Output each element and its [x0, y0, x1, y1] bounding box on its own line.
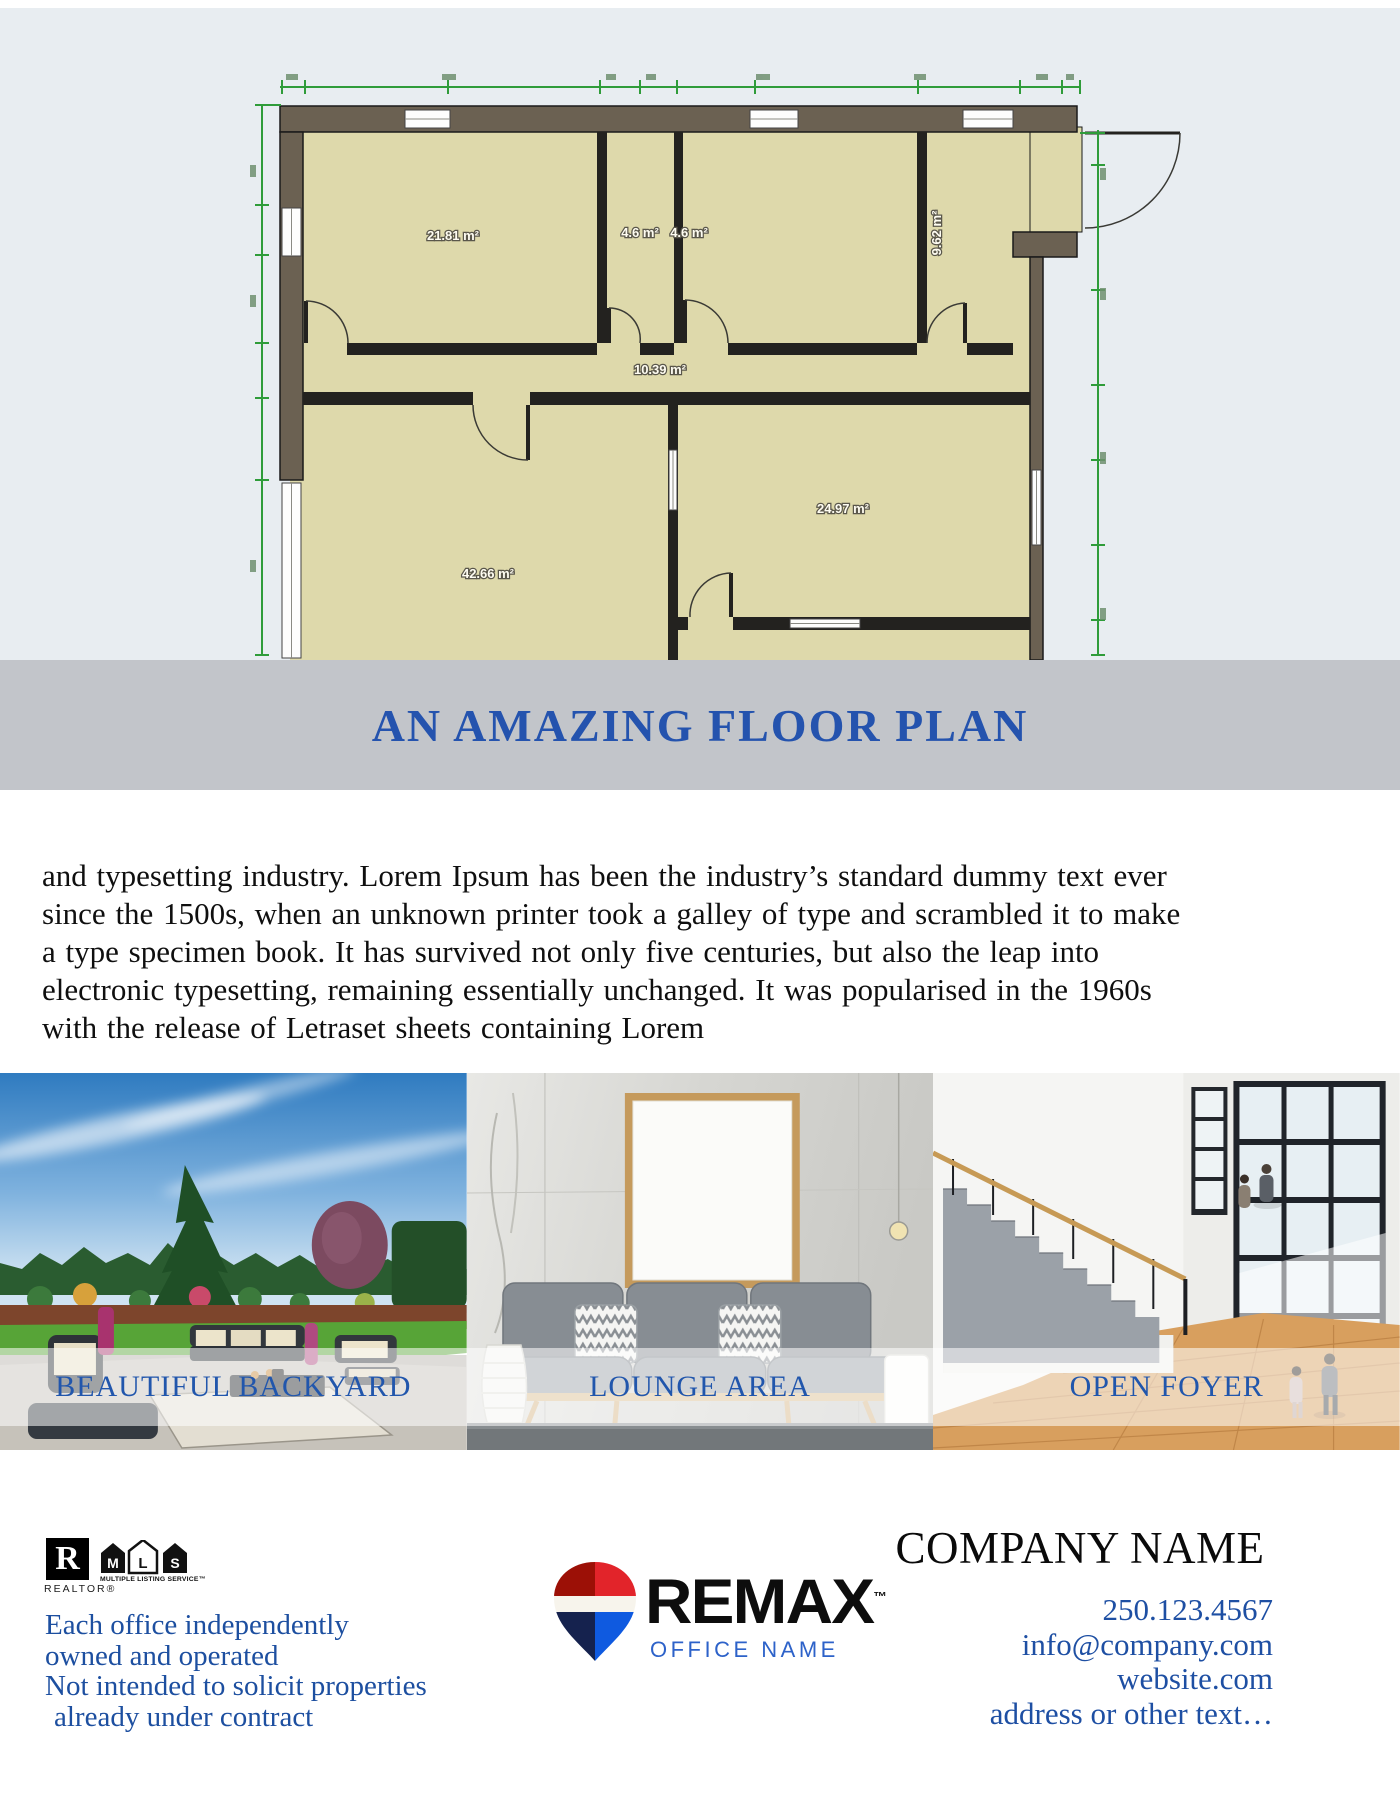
- phone-number: 250.123.4567: [1102, 1592, 1273, 1627]
- remax-text: REMAX: [645, 1566, 874, 1637]
- svg-text:L: L: [138, 1555, 148, 1572]
- mls-logo: [100, 1540, 192, 1581]
- address-line: address or other text…: [989, 1695, 1273, 1731]
- room-label: 4.6 m²: [670, 225, 708, 240]
- floor-plan-section: [0, 0, 1400, 660]
- svg-text:M: M: [107, 1555, 119, 1571]
- title-banner: [0, 660, 1400, 790]
- website: website.com: [1117, 1661, 1273, 1696]
- remax-wordmark: [645, 1566, 887, 1637]
- disclaimer-line: already under contract: [54, 1700, 314, 1733]
- contact-block: [990, 1593, 1273, 1731]
- photo-strip: [0, 1073, 1400, 1450]
- disclaimer-line: Each office independently: [45, 1609, 349, 1641]
- realtor-r-icon: R: [55, 1540, 80, 1577]
- photo-caption-band: [0, 1348, 1400, 1426]
- room-label: 10.39 m²: [633, 362, 687, 377]
- svg-text:S: S: [170, 1555, 180, 1571]
- remax-balloon-icon: [552, 1560, 638, 1667]
- office-disclaimer: [45, 1610, 427, 1732]
- floor-plan-drawing: [0, 0, 1400, 660]
- mls-houses-icon: [100, 1540, 192, 1576]
- office-name: OFFICE NAME: [650, 1637, 839, 1662]
- room-label: 21.81 m²: [426, 228, 480, 243]
- realtor-label: REALTOR®: [44, 1583, 117, 1595]
- realtor-logo: [46, 1538, 89, 1580]
- mls-label: MULTIPLE LISTING SERVICE™: [100, 1576, 206, 1583]
- room-label: 24.97 m²: [816, 501, 870, 516]
- lounge-caption: LOUNGE AREA: [589, 1370, 811, 1403]
- remax-trademark: ™: [873, 1589, 887, 1605]
- body-paragraph: and typesetting industry. Lorem Ipsum has been the industry’s standard dummy text ever since the 1500s, when an unknown printer took a galley of type and scrambled it to make a type specimen book. It has survived not only five centuries, but also the leap into electronic typesetting, remaining essentially unchanged. It was popularised in the 1960s with the release of Letraset sheets containing Lorem: [42, 858, 1181, 1045]
- foyer-caption: OPEN FOYER: [1069, 1370, 1264, 1403]
- disclaimer-line: Not intended to solicit properties: [45, 1670, 427, 1702]
- company-name: COMPANY NAME: [895, 1523, 1265, 1573]
- room-label: 42.66 m²: [461, 566, 515, 581]
- room-label: 9.62 m²: [929, 210, 944, 256]
- page-title: AN AMAZING FLOOR PLAN: [371, 699, 1029, 751]
- room-label: 4.6 m²: [621, 225, 659, 240]
- disclaimer-line: owned and operated: [45, 1639, 279, 1672]
- backyard-caption: BEAUTIFUL BACKYARD: [55, 1370, 412, 1403]
- email-address: info@company.com: [1021, 1626, 1273, 1662]
